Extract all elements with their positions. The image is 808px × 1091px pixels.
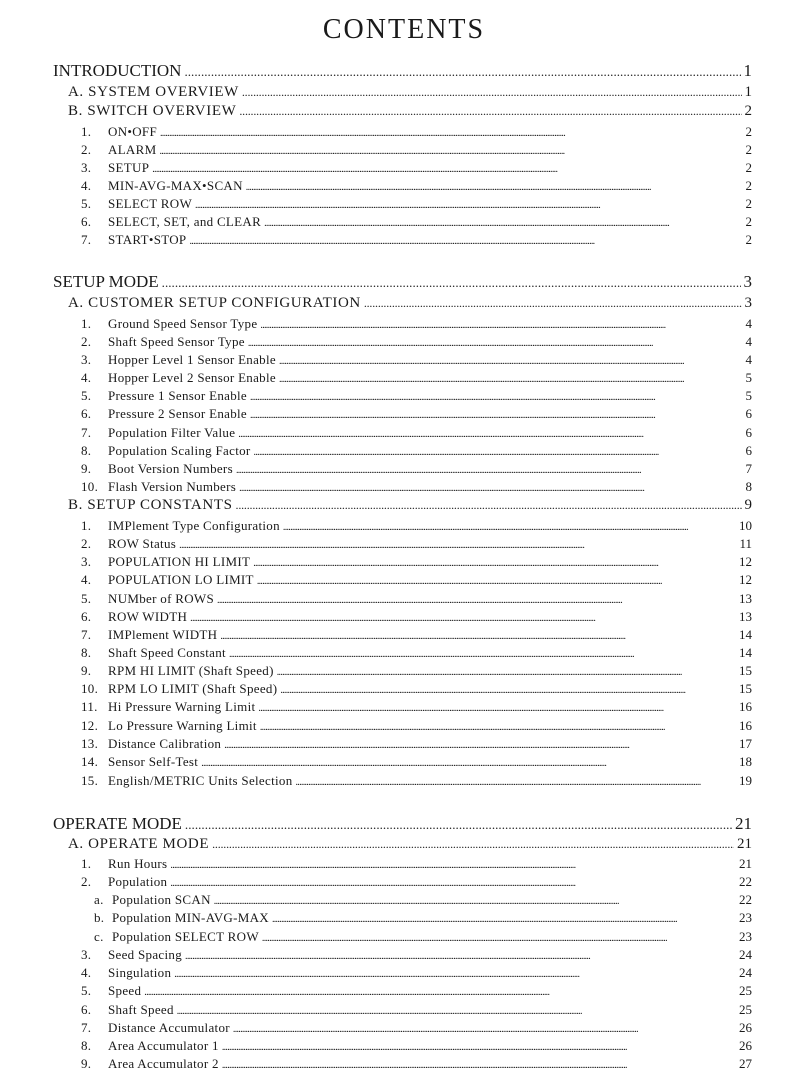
toc-item[interactable] <box>81 214 752 232</box>
toc-page-number: 16 <box>739 699 752 714</box>
toc-item-number: 1. <box>81 518 92 533</box>
toc-item[interactable] <box>81 1038 752 1056</box>
toc-page-number: 16 <box>739 718 752 733</box>
toc-page-number: 25 <box>739 1002 752 1017</box>
dot-leader <box>170 874 736 890</box>
toc-item-number: 1. <box>81 316 92 331</box>
toc-item-number: 7. <box>81 627 92 642</box>
toc-page-number: 21 <box>737 836 752 852</box>
toc-item[interactable] <box>81 645 752 663</box>
toc-item-number: 7. <box>81 1020 92 1035</box>
dot-leader <box>152 160 742 176</box>
toc-item-label: START•STOP <box>108 232 187 247</box>
toc-item-number: 8. <box>81 443 92 458</box>
dot-leader <box>177 1002 736 1018</box>
toc-section[interactable] <box>53 814 752 836</box>
toc-item-label: Hopper Level 2 Sensor Enable <box>108 370 276 385</box>
toc-page-number: 2 <box>745 142 752 157</box>
dot-leader <box>238 425 742 441</box>
toc-page-number: 4 <box>745 316 752 331</box>
toc-subsection[interactable] <box>68 497 752 517</box>
toc-subitem-label: Population MIN-AVG-MAX <box>112 910 269 925</box>
toc-item-number: 6. <box>81 406 92 421</box>
toc-subsection-label: A. SYSTEM OVERVIEW <box>68 84 239 100</box>
toc-item-number: 10. <box>81 479 99 494</box>
toc-subitem-letter: b. <box>94 910 105 925</box>
dot-leader <box>159 142 742 158</box>
toc-subsection[interactable] <box>68 836 752 856</box>
dot-leader <box>174 965 736 981</box>
toc-page-number: 19 <box>739 773 752 788</box>
toc-item[interactable] <box>81 736 752 754</box>
toc-item-label: IMPlement Type Configuration <box>108 518 280 533</box>
toc-item-label: RPM LO LIMIT (Shaft Speed) <box>108 681 278 696</box>
dot-leader <box>189 232 742 248</box>
toc-item[interactable] <box>81 699 752 717</box>
toc-item-number: 9. <box>81 461 92 476</box>
dot-leader <box>214 892 736 908</box>
toc-item[interactable] <box>81 443 752 461</box>
toc-item-label: Flash Version Numbers <box>108 479 237 494</box>
toc-item-number: 5. <box>81 591 92 606</box>
toc-page-number: 21 <box>735 814 752 833</box>
dot-leader <box>254 443 743 459</box>
toc-page-number: 5 <box>745 388 752 403</box>
toc-item-number: 8. <box>81 645 92 660</box>
toc-item[interactable] <box>81 663 752 681</box>
toc-item[interactable] <box>81 947 752 965</box>
toc-subsection-label: A. CUSTOMER SETUP CONFIGURATION <box>68 295 361 311</box>
dot-leader <box>250 406 743 422</box>
toc-page-number: 1 <box>743 61 752 80</box>
toc-item[interactable] <box>81 983 752 1001</box>
dot-leader <box>217 591 736 607</box>
toc-item-label: Seed Spacing <box>108 947 183 962</box>
toc-item-label: Boot Version Numbers <box>108 461 233 476</box>
toc-item-number: 3. <box>81 554 92 569</box>
dot-leader <box>279 370 743 386</box>
dot-leader <box>144 983 736 999</box>
toc-page-number: 2 <box>744 103 752 119</box>
toc-item-label: Distance Accumulator <box>108 1020 230 1035</box>
dot-leader <box>195 196 742 212</box>
toc-item-label: ON•OFF <box>108 124 157 139</box>
dot-leader <box>262 929 736 945</box>
toc-page-number: 14 <box>739 627 752 642</box>
toc-item[interactable] <box>81 1056 752 1074</box>
toc-page-number: 10 <box>739 518 752 533</box>
toc-item-label: Area Accumulator 2 <box>108 1056 219 1071</box>
toc-item-label: SELECT ROW <box>108 196 193 211</box>
dot-leader <box>160 124 743 140</box>
toc-page-number: 2 <box>745 214 752 229</box>
dot-leader <box>279 352 743 368</box>
toc-page-number: 21 <box>739 856 752 871</box>
toc-page-number: 24 <box>739 947 752 962</box>
toc-item-label: Pressure 2 Sensor Enable <box>108 406 247 421</box>
toc-page-number: 23 <box>739 910 752 925</box>
dot-leader <box>264 214 742 230</box>
toc-item-label: Shaft Speed <box>108 1002 174 1017</box>
toc-item[interactable] <box>81 334 752 352</box>
toc-item-label: Ground Speed Sensor Type <box>108 316 258 331</box>
toc-item-number: 5. <box>81 983 92 998</box>
toc-item-number: 4. <box>81 178 92 193</box>
toc-item[interactable] <box>81 370 752 388</box>
toc-item-number: 4. <box>81 965 92 980</box>
dot-leader <box>185 947 736 963</box>
toc-item-label: MIN-AVG-MAX•SCAN <box>108 178 243 193</box>
dot-leader <box>250 388 743 404</box>
toc-page-number: 4 <box>745 334 752 349</box>
toc-item-number: 6. <box>81 1002 92 1017</box>
toc-page-number: 12 <box>739 554 752 569</box>
toc-item-number: 9. <box>81 663 92 678</box>
toc-item[interactable] <box>81 518 752 536</box>
toc-page-number: 15 <box>739 681 752 696</box>
toc-item-label: Population Scaling Factor <box>108 443 251 458</box>
toc-page-number: 22 <box>739 892 752 907</box>
dot-leader <box>258 699 736 715</box>
toc-item-number: 4. <box>81 370 92 385</box>
dot-leader <box>280 681 736 697</box>
toc-item[interactable] <box>81 773 752 791</box>
toc-item[interactable] <box>81 754 752 772</box>
toc-item[interactable] <box>81 681 752 699</box>
toc-subsection[interactable] <box>68 295 752 315</box>
toc-page-number: 26 <box>739 1038 752 1053</box>
toc-item-number: 7. <box>81 425 92 440</box>
toc-item-number: 15. <box>81 773 99 788</box>
toc-subitem-letter: a. <box>94 892 104 907</box>
dot-leader <box>296 773 737 789</box>
toc-page-number: 15 <box>739 663 752 678</box>
toc-item[interactable] <box>81 856 752 874</box>
toc-item[interactable] <box>81 142 752 160</box>
dot-leader <box>222 1038 736 1054</box>
toc-item-number: 6. <box>81 609 92 624</box>
toc-page-number: 26 <box>739 1020 752 1035</box>
toc-item-label: Distance Calibration <box>108 736 222 751</box>
toc-item-label: Run Hours <box>108 856 168 871</box>
toc-item-label: Population Filter Value <box>108 425 236 440</box>
toc-item-label: Area Accumulator 1 <box>108 1038 219 1053</box>
toc-item-label: Hopper Level 1 Sensor Enable <box>108 352 276 367</box>
toc-item-number: 5. <box>81 388 92 403</box>
dot-leader <box>364 295 742 312</box>
dot-leader <box>283 518 736 534</box>
dot-leader <box>190 609 736 625</box>
toc-item-label: POPULATION HI LIMIT <box>108 554 251 569</box>
page-title: CONTENTS <box>322 14 486 45</box>
dot-leader <box>260 316 742 332</box>
toc-item[interactable] <box>81 316 752 334</box>
toc-subsection[interactable] <box>68 84 752 104</box>
dot-leader <box>253 554 736 570</box>
toc-item-number: 3. <box>81 160 92 175</box>
dot-leader <box>224 736 736 752</box>
toc-section[interactable] <box>53 272 752 294</box>
toc-subitem[interactable] <box>94 910 752 928</box>
toc-item[interactable] <box>81 536 752 554</box>
toc-page-number: 7 <box>745 461 752 476</box>
toc-item-number: 6. <box>81 214 92 229</box>
toc-item-number: 10. <box>81 681 99 696</box>
toc-item[interactable] <box>81 1002 752 1020</box>
toc-item-number: 3. <box>81 947 92 962</box>
toc-page-number: 17 <box>739 736 752 751</box>
toc-subsection[interactable] <box>68 103 752 123</box>
dot-leader <box>260 718 736 734</box>
toc-section-label: SETUP MODE <box>53 272 159 291</box>
toc-item-number: 5. <box>81 196 92 211</box>
toc-item-number: 2. <box>81 536 92 551</box>
dot-leader <box>248 334 743 350</box>
toc-item[interactable] <box>81 160 752 178</box>
toc-item-label: Sensor Self-Test <box>108 754 199 769</box>
toc-page-number: 6 <box>745 443 752 458</box>
toc-item-label: SELECT, SET, and CLEAR <box>108 214 262 229</box>
toc-page-number: 12 <box>739 572 752 587</box>
toc-page-number: 25 <box>739 983 752 998</box>
toc-item-number: 13. <box>81 736 99 751</box>
toc-subitem-label: Population SCAN <box>112 892 211 907</box>
toc-page-number: 13 <box>739 591 752 606</box>
toc-page-number: 22 <box>739 874 752 889</box>
toc-item[interactable] <box>81 425 752 443</box>
toc-item-number: 1. <box>81 856 92 871</box>
dot-leader <box>220 627 736 643</box>
toc-item-label: RPM HI LIMIT (Shaft Speed) <box>108 663 274 678</box>
toc-item-label: POPULATION LO LIMIT <box>108 572 254 587</box>
toc-page-number: 11 <box>739 536 752 551</box>
toc-item-label: IMPlement WIDTH <box>108 627 218 642</box>
toc-item-label: Shaft Speed Sensor Type <box>108 334 245 349</box>
toc-item-label: Hi Pressure Warning Limit <box>108 699 256 714</box>
toc-item-label: NUMber of ROWS <box>108 591 215 606</box>
dot-leader <box>277 663 736 679</box>
toc-item[interactable] <box>81 461 752 479</box>
toc-item[interactable] <box>81 232 752 250</box>
toc-page-number: 2 <box>745 232 752 247</box>
toc-subsection-label: B. SETUP CONSTANTS <box>68 497 233 513</box>
toc-page-number: 13 <box>739 609 752 624</box>
toc-item-label: SETUP <box>108 160 150 175</box>
dot-leader <box>236 461 743 477</box>
toc-item[interactable] <box>81 406 752 424</box>
dot-leader <box>236 497 742 514</box>
toc-page-number: 4 <box>745 352 752 367</box>
toc-subsection-label: A. OPERATE MODE <box>68 836 210 852</box>
toc-item-number: 2. <box>81 334 92 349</box>
toc-item-label: ROW WIDTH <box>108 609 188 624</box>
dot-leader <box>201 754 736 770</box>
toc-item[interactable] <box>81 874 752 892</box>
toc-item-label: Population <box>108 874 168 889</box>
toc-page-number: 3 <box>743 272 752 291</box>
dot-leader <box>185 814 732 834</box>
toc-item[interactable] <box>81 591 752 609</box>
toc-item[interactable] <box>81 718 752 736</box>
dot-leader <box>242 84 742 101</box>
toc-item-label: Speed <box>108 983 142 998</box>
toc-page-number: 8 <box>745 479 752 494</box>
toc-subsection-label: B. SWITCH OVERVIEW <box>68 103 237 119</box>
toc-item[interactable] <box>81 627 752 645</box>
toc-page-number: 6 <box>745 425 752 440</box>
dot-leader <box>229 645 736 661</box>
toc-item[interactable] <box>81 554 752 572</box>
toc-item-label: English/METRIC Units Selection <box>108 773 293 788</box>
toc-subitem[interactable] <box>94 892 752 910</box>
toc-page-number: 14 <box>739 645 752 660</box>
dot-leader <box>246 178 743 194</box>
toc-item-number: 4. <box>81 572 92 587</box>
dot-leader <box>184 61 740 81</box>
toc-item[interactable] <box>81 196 752 214</box>
toc-page-number: 2 <box>745 196 752 211</box>
toc-item[interactable] <box>81 1020 752 1038</box>
toc-page-number: 5 <box>745 370 752 385</box>
toc-item-number: 7. <box>81 232 92 247</box>
toc-item[interactable] <box>81 352 752 370</box>
toc-item-label: Singulation <box>108 965 172 980</box>
toc-item-number: 2. <box>81 142 92 157</box>
toc-item-number: 14. <box>81 754 99 769</box>
dot-leader <box>212 836 734 853</box>
dot-leader <box>222 1056 736 1072</box>
toc-page-number: 1 <box>744 84 752 100</box>
toc-subitem-letter: c. <box>94 929 104 944</box>
dot-leader <box>239 479 742 495</box>
toc-page-number: 23 <box>739 929 752 944</box>
toc-subitem[interactable] <box>94 929 752 947</box>
toc-item-label: ROW Status <box>108 536 177 551</box>
toc-subitem-label: Population SELECT ROW <box>112 929 259 944</box>
toc-item[interactable] <box>81 609 752 627</box>
toc-item-number: 3. <box>81 352 92 367</box>
dot-leader <box>257 572 736 588</box>
dot-leader <box>170 856 736 872</box>
toc-item[interactable] <box>81 572 752 590</box>
toc-item[interactable] <box>81 178 752 196</box>
dot-leader <box>162 272 741 292</box>
toc-item-number: 9. <box>81 1056 92 1071</box>
dot-leader <box>272 910 736 926</box>
dot-leader <box>179 536 736 552</box>
toc-item-label: Lo Pressure Warning Limit <box>108 718 257 733</box>
toc-section[interactable] <box>53 61 752 83</box>
toc-page-number: 27 <box>739 1056 752 1071</box>
toc-page-number: 3 <box>744 295 752 311</box>
toc-item[interactable] <box>81 965 752 983</box>
toc-item-number: 11. <box>81 699 98 714</box>
toc-item-number: 2. <box>81 874 92 889</box>
toc-section-label: INTRODUCTION <box>53 61 182 80</box>
toc-page-number: 24 <box>739 965 752 980</box>
toc-item-number: 8. <box>81 1038 92 1053</box>
toc-page-number: 18 <box>739 754 752 769</box>
toc-item-label: Shaft Speed Constant <box>108 645 226 660</box>
toc-page-number: 2 <box>745 178 752 193</box>
dot-leader <box>239 103 741 120</box>
toc-page-number: 2 <box>745 160 752 175</box>
toc-section-label: OPERATE MODE <box>53 814 182 833</box>
toc-item-number: 12. <box>81 718 99 733</box>
toc-page-number: 6 <box>745 406 752 421</box>
dot-leader <box>233 1020 736 1036</box>
toc-item[interactable] <box>81 124 752 142</box>
toc-item-number: 1. <box>81 124 92 139</box>
toc-item[interactable] <box>81 388 752 406</box>
toc-item-label: Pressure 1 Sensor Enable <box>108 388 247 403</box>
toc-item[interactable] <box>81 479 752 497</box>
toc-page-number: 2 <box>745 124 752 139</box>
toc-page-number: 9 <box>744 497 752 513</box>
toc-item-label: ALARM <box>108 142 157 157</box>
